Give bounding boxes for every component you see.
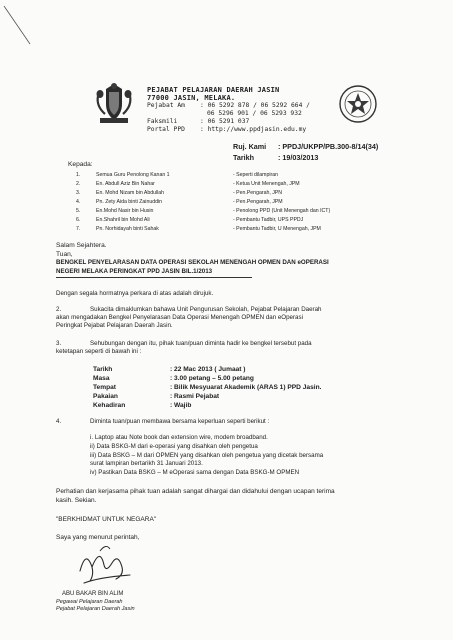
detail-label: Pakaian: [93, 393, 118, 400]
recipient-number: 3.: [76, 190, 81, 196]
paragraph-4-number: 4.: [56, 418, 62, 425]
recipient-number: 5.: [76, 208, 81, 214]
closing-line: kasih. Sekian.: [56, 497, 97, 504]
ppd-jasin-seal-logo: [338, 84, 378, 124]
contact-value: 06 5296 901 / 06 5293 932: [207, 110, 302, 117]
recipient-role: - Ketua Unit Menengah, JPM: [233, 181, 300, 187]
contact-label: Pejabat Am: [147, 102, 185, 109]
recipient-number: 7.: [76, 226, 81, 232]
recipient-name: En.Mohd Nasir bin Husin: [96, 208, 154, 214]
org-address: 77000 JASIN, MELAKA.: [147, 94, 236, 102]
paragraph-3-line: Sehubungan dengan itu, pihak tuan/puan diminta hadir ke bengkel tersebut pada: [90, 340, 312, 347]
handwritten-signature: [70, 541, 140, 591]
recipient-role: - Pen.Pengarah, JPM: [233, 199, 283, 205]
recipient-number: 4.: [76, 199, 81, 205]
date-value: : 19/03/2013: [278, 153, 319, 162]
detail-value: : 22 Mac 2013 ( Jumaat ): [170, 366, 246, 373]
greeting: Salam Sejahtera.: [56, 242, 107, 249]
paragraph-2-line: Peringkat Pejabat Pelajaran Daerah Jasin.: [56, 322, 173, 329]
recipient-role: - Pembantu Tadbir, U Menengah, JPM: [233, 226, 321, 232]
requirement-item: ii) Data BSKG-M dari e-operasi yang disahkan oleh pengetua: [90, 443, 258, 450]
recipient-number: 6.: [76, 217, 81, 223]
detail-label: Tempat: [93, 384, 116, 391]
recipient-name: En. Mohd Nizam bin Abdullah: [96, 190, 165, 196]
paragraph-2-line: Sukacita dimaklumkan bahawa Unit Pengurusan Sekolah, Pejabat Pelajaran Daerah: [90, 306, 322, 313]
org-name: PEJABAT PELAJARAN DAERAH JASIN: [147, 86, 280, 94]
recipient-number: 1.: [76, 172, 81, 178]
recipient-number: 2.: [76, 181, 81, 187]
contact-value: : 06 5292 878 / 06 5292 664 /: [200, 102, 310, 109]
recipient-name: Semua Guru Penolong Kanan 1: [96, 172, 170, 178]
subject-underline: [56, 277, 252, 278]
motto: "BERKHIDMAT UNTUK NEGARA": [56, 516, 157, 523]
recipient-role: - Penolong PPD (Unit Menengah dan ICT): [233, 208, 331, 214]
recipient-name: Pn. Norhidayah binti Sahak: [96, 226, 159, 232]
paragraph-2-line: akan mengadakan Bengkel Penyelarasan Data Operasi Menengah OPMEN dan eOperasi: [56, 314, 303, 321]
signatory-office: Pejabat Pelajaran Daerah Jasin: [56, 606, 135, 612]
paragraph-4-intro: Diminta tuan/puan membawa bersama keperluan seperti berikut :: [90, 418, 270, 425]
detail-label: Masa: [93, 375, 110, 382]
requirement-item: i. Laptop atau Note book dan extension wire, modem broadband.: [90, 434, 268, 441]
contact-value: : http://www.ppdjasin.edu.my: [200, 126, 307, 133]
paper-fold-mark: [0, 0, 40, 50]
detail-value: : Bilik Mesyuarat Akademik (ARAS 1) PPD Jasin.: [170, 384, 322, 391]
detail-value: : Rasmi Pejabat: [170, 393, 220, 400]
subject-line-1: BENGKEL PENYELARASAN DATA OPERASI SEKOLAH MENENGAH OPMEN DAN eOPERASI: [56, 259, 329, 266]
detail-value: : 3.00 petang – 5.00 petang: [170, 375, 254, 382]
recipient-role: - Pembantu Tadbir, UPS PPDJ: [233, 217, 304, 223]
reference-label: Ruj. Kami: [233, 142, 267, 151]
recipient-role: - Seperti dilampiran: [233, 172, 278, 178]
contact-value: : 06 5291 037: [200, 118, 250, 125]
signatory-title: Pegawai Pelajaran Daerah: [56, 599, 123, 605]
detail-label: Tarikh: [93, 366, 113, 373]
paragraph-2-number: 2.: [56, 306, 62, 313]
recipient-name: En. Abdull Aziz Bin Nahar: [96, 181, 155, 187]
signatory-name: ABU BAKAR BIN ALIM: [62, 591, 124, 597]
subject-line-2: NEGERI MELAKA PERINGKAT PPD JASIN BIL.1/2013: [56, 268, 213, 275]
contact-label: Faksmili: [147, 118, 178, 125]
paragraph-3-line: ketetapan seperti di bawah ini :: [56, 348, 142, 355]
recipients-heading: Kepada:: [68, 161, 93, 168]
requirement-item: surat lampiran bertarikh 31 Januari 2013.: [90, 460, 203, 467]
contact-label: Portal PPD: [147, 126, 185, 133]
addressee: Tuan,: [56, 251, 73, 258]
requirement-item: iii) Data BSKG – M dari OPMEN yang disahkan oleh pengetua yang dicetak bersama: [90, 452, 324, 459]
reference-value: : PPDJ/UKPP/PB.300-8/14(34): [278, 142, 379, 151]
closing-line: Perhatian dan kerjasama pihak tuan adalah sangat dihargai dan didahului dengan ucapan terima: [56, 488, 335, 495]
detail-value: : Wajib: [170, 402, 192, 409]
coat-of-arms-logo: [92, 80, 136, 126]
paragraph-3-number: 3.: [56, 340, 62, 347]
order-line: Saya yang menurut perintah,: [56, 534, 140, 541]
recipient-name: En.Shahril bin Mohd Ali: [96, 217, 150, 223]
requirement-item: iv) Pastikan Data BSKG – M eOperasi sama dengan Data BSKG-M OPMEN: [90, 469, 300, 476]
detail-label: Kehadiran: [93, 402, 126, 409]
paragraph-1: Dengan segala hormatnya perkara di atas adalah dirujuk.: [56, 290, 214, 297]
date-label: Tarikh: [233, 153, 255, 162]
recipient-name: Pn. Zety Aida binti Zainuddin: [96, 199, 163, 205]
recipient-role: - Pen.Pengarah, JPN: [233, 190, 283, 196]
